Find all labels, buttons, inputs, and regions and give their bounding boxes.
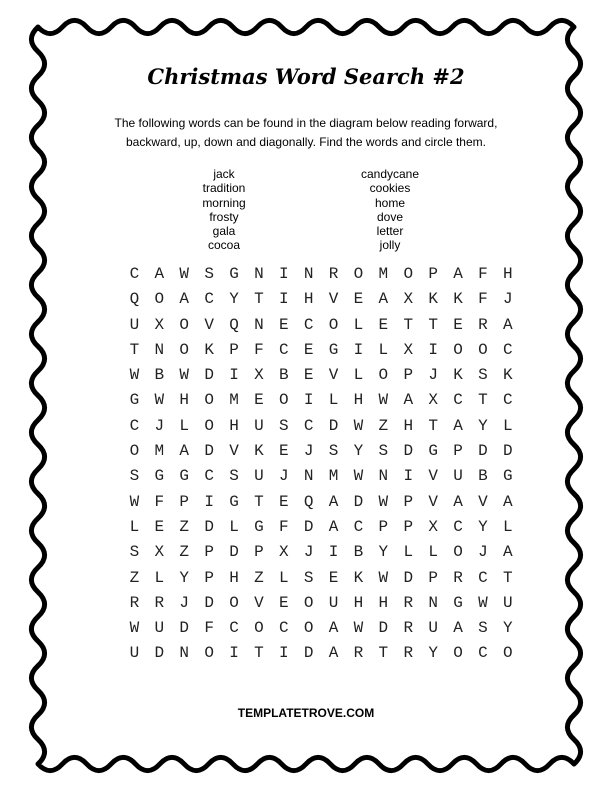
grid-letter: W xyxy=(478,593,488,612)
grid-letter: R xyxy=(154,593,165,612)
grid-letter: Y xyxy=(353,442,364,461)
word-item: jolly xyxy=(379,238,401,253)
grid-letter: P xyxy=(378,517,389,536)
grid-letter: N xyxy=(303,265,314,283)
grid-letter: O xyxy=(129,442,140,461)
grid-letter: P xyxy=(428,265,438,283)
grid-letter: K xyxy=(428,290,438,309)
grid-letter: O xyxy=(453,543,463,562)
grid-letter: S xyxy=(378,442,389,461)
grid-letter: J xyxy=(503,290,513,309)
grid-letter: C xyxy=(278,619,289,638)
grid-letter: T xyxy=(503,568,513,587)
grid-letter: J xyxy=(428,366,438,385)
grid-letter: I xyxy=(278,265,289,283)
grid-letter: G xyxy=(453,593,463,612)
grid-letter: P xyxy=(403,366,414,385)
word-item: gala xyxy=(212,224,236,239)
grid-letter: R xyxy=(403,619,414,638)
grid-letter: W xyxy=(353,416,364,435)
page-title: Christmas Word Search #2 xyxy=(147,64,465,89)
grid-letter: N xyxy=(179,644,190,663)
grid-letter: D xyxy=(328,416,339,435)
grid-letter: S xyxy=(478,366,488,385)
grid-letter: A xyxy=(503,492,513,511)
grid-letter: O xyxy=(453,644,463,663)
grid-letter: S xyxy=(204,265,214,283)
instructions-text: The following words can be found in the diagram below reading forward, backward, up, down and diagonally. Find the words and circle them. xyxy=(114,116,498,149)
grid-letter: A xyxy=(154,265,165,283)
grid-letter: X xyxy=(403,340,414,359)
grid-letter: D xyxy=(353,492,364,511)
grid-letter: U xyxy=(129,315,140,334)
grid-letter: O xyxy=(378,366,389,385)
grid-letter: Q xyxy=(229,315,239,334)
grid-letter: I xyxy=(229,366,239,385)
grid-letter: Z xyxy=(129,568,140,587)
grid-letter: W xyxy=(129,619,140,638)
grid-letter: L xyxy=(403,543,414,562)
grid-letter: P xyxy=(204,568,214,587)
word-item: letter xyxy=(376,224,404,239)
grid-letter: G xyxy=(179,467,190,486)
grid-letter: V xyxy=(428,467,438,486)
grid-letter: I xyxy=(229,644,239,663)
grid-letter: X xyxy=(428,517,438,536)
grid-letter: R xyxy=(403,644,414,663)
grid-letter: T xyxy=(378,644,389,663)
grid-letter: N xyxy=(154,340,165,359)
word-item: frosty xyxy=(209,209,239,224)
grid-letter: E xyxy=(278,315,289,334)
grid-letter: U xyxy=(503,593,513,612)
grid-letter: O xyxy=(303,593,314,612)
grid-letter: C xyxy=(129,416,140,435)
grid-letter: D xyxy=(204,517,214,536)
grid-letter: C xyxy=(453,517,463,536)
grid-letter: I xyxy=(278,290,289,309)
grid-letter: K xyxy=(353,568,364,587)
grid-letter: E xyxy=(254,391,264,410)
grid-letter: T xyxy=(254,644,264,663)
grid-letter: C xyxy=(129,265,140,283)
grid-letter: W xyxy=(353,467,364,486)
grid-letter: H xyxy=(229,416,239,435)
grid-letter: D xyxy=(378,619,389,638)
grid-letter: W xyxy=(179,366,190,385)
grid-letter: I xyxy=(428,340,438,359)
grid-letter: Y xyxy=(179,568,190,587)
grid-letter: Y xyxy=(229,290,239,309)
grid-letter: S xyxy=(129,543,140,562)
grid-letter: X xyxy=(403,290,414,309)
grid-letter: D xyxy=(303,517,314,536)
grid-letter: O xyxy=(204,391,214,410)
grid-letter: B xyxy=(353,543,364,562)
grid-letter: O xyxy=(353,265,364,283)
grid-letter: F xyxy=(478,265,488,283)
grid-letter: E xyxy=(328,568,339,587)
grid-letter: O xyxy=(278,391,289,410)
grid-letter: Q xyxy=(129,290,140,309)
grid-letter: A xyxy=(403,391,414,410)
grid-letter: C xyxy=(503,391,513,410)
grid-letter: X xyxy=(254,366,264,385)
grid-letter: B xyxy=(154,366,165,385)
word-item: morning xyxy=(202,195,246,210)
grid-letter: A xyxy=(179,290,190,309)
grid-letter: D xyxy=(154,644,165,663)
grid-letter: A xyxy=(378,290,389,309)
grid-letter: U xyxy=(328,593,339,612)
grid-letter: I xyxy=(328,543,339,562)
grid-letter: D xyxy=(179,619,190,638)
grid-letter: X xyxy=(428,391,438,410)
grid-letter: R xyxy=(453,568,463,587)
grid-letter: L xyxy=(353,366,364,385)
grid-letter: V xyxy=(328,290,339,309)
grid-letter: J xyxy=(478,543,488,562)
grid-letter: P xyxy=(254,543,264,562)
word-item: cocoa xyxy=(207,238,241,253)
grid-letter: M xyxy=(378,265,389,283)
grid-letter: H xyxy=(403,416,414,435)
grid-letter: A xyxy=(453,492,463,511)
grid-letter: I xyxy=(278,644,289,663)
grid-letter: C xyxy=(278,340,289,359)
grid-letter: F xyxy=(204,619,214,638)
grid-letter: U xyxy=(453,467,463,486)
grid-letter: W xyxy=(129,492,140,511)
grid-letter: C xyxy=(478,644,488,663)
grid-letter: L xyxy=(179,416,190,435)
grid-letter: O xyxy=(328,315,339,334)
grid-letter: T xyxy=(254,492,264,511)
grid-letter: A xyxy=(328,492,339,511)
grid-letter: S xyxy=(303,568,314,587)
letter-grid xyxy=(122,262,520,667)
word-item: dove xyxy=(376,209,404,224)
grid-letter: L xyxy=(278,568,289,587)
grid-letter: V xyxy=(478,492,488,511)
grid-letter: A xyxy=(453,265,463,283)
grid-letter: C xyxy=(353,517,364,536)
grid-letter: M xyxy=(229,391,239,410)
grid-letter: O xyxy=(229,593,239,612)
grid-letter: V xyxy=(254,593,264,612)
grid-letter: T xyxy=(428,315,438,334)
grid-letter: L xyxy=(229,517,239,536)
grid-letter: G xyxy=(254,517,264,536)
grid-letter: C xyxy=(204,467,214,486)
grid-letter: J xyxy=(303,543,314,562)
grid-letter: A xyxy=(179,442,190,461)
grid-letter: W xyxy=(353,619,364,638)
grid-letter: A xyxy=(503,543,513,562)
grid-letter: P xyxy=(428,568,438,587)
grid-letter: S xyxy=(328,442,339,461)
grid-letter: T xyxy=(428,416,438,435)
grid-letter: U xyxy=(254,467,264,486)
grid-letter: S xyxy=(478,619,488,638)
grid-letter: Q xyxy=(303,492,314,511)
grid-letter: O xyxy=(154,290,165,309)
grid-letter: O xyxy=(254,619,264,638)
grid-letter: R xyxy=(129,593,140,612)
grid-letter: P xyxy=(179,492,190,511)
grid-letter: A xyxy=(328,644,339,663)
grid-letter: L xyxy=(503,416,513,435)
grid-letter: P xyxy=(403,492,414,511)
grid-letter: L xyxy=(154,568,165,587)
grid-letter: H xyxy=(353,593,364,612)
grid-letter: D xyxy=(503,442,513,461)
grid-letter: D xyxy=(229,543,239,562)
grid-letter: C xyxy=(303,315,314,334)
word-item: cookies xyxy=(369,181,411,196)
grid-letter: G xyxy=(129,391,140,410)
grid-letter: E xyxy=(303,366,314,385)
grid-letter: D xyxy=(204,593,214,612)
grid-letter: O xyxy=(303,619,314,638)
grid-letter: O xyxy=(403,265,414,283)
word-list-right xyxy=(330,167,450,253)
grid-letter: M xyxy=(328,467,339,486)
grid-letter: X xyxy=(154,543,165,562)
grid-letter: W xyxy=(378,391,389,410)
grid-letter: D xyxy=(204,442,214,461)
grid-letter: I xyxy=(403,467,414,486)
grid-letter: L xyxy=(378,340,389,359)
grid-letter: A xyxy=(328,619,339,638)
word-item: candycane xyxy=(360,167,420,181)
grid-letter: Z xyxy=(179,517,190,536)
grid-letter: G xyxy=(328,340,339,359)
footer-site: TEMPLATETROVE.COM xyxy=(237,706,375,720)
grid-letter: N xyxy=(428,593,438,612)
grid-letter: O xyxy=(179,315,190,334)
grid-letter: S xyxy=(229,467,239,486)
grid-letter: O xyxy=(453,340,463,359)
grid-letter: L xyxy=(328,391,339,410)
grid-letter: C xyxy=(229,619,239,638)
grid-letter: N xyxy=(378,467,389,486)
grid-letter: P xyxy=(204,543,214,562)
grid-letter: K xyxy=(503,366,513,385)
grid-letter: J xyxy=(154,416,165,435)
grid-letter: N xyxy=(303,467,314,486)
grid-letter: N xyxy=(254,265,264,283)
grid-letter: L xyxy=(428,543,438,562)
grid-letter: U xyxy=(428,619,438,638)
grid-letter: I xyxy=(353,340,364,359)
grid-letter: U xyxy=(129,644,140,663)
grid-letter: H xyxy=(229,568,239,587)
grid-letter: G xyxy=(154,467,165,486)
grid-letter: G xyxy=(229,492,239,511)
grid-letter: A xyxy=(503,315,513,334)
grid-letter: Z xyxy=(179,543,190,562)
grid-letter: C xyxy=(453,391,463,410)
grid-letter: K xyxy=(453,290,463,309)
grid-letter: W xyxy=(154,391,165,410)
grid-letter: P xyxy=(403,517,414,536)
grid-letter: P xyxy=(453,442,463,461)
grid-letter: A xyxy=(453,619,463,638)
grid-letter: B xyxy=(278,366,289,385)
grid-letter: E xyxy=(278,492,289,511)
grid-letter: F xyxy=(154,492,165,511)
grid-letter: W xyxy=(129,366,140,385)
grid-letter: F xyxy=(278,517,289,536)
grid-letter: D xyxy=(478,442,488,461)
word-item: home xyxy=(374,195,406,210)
grid-letter: Z xyxy=(254,568,264,587)
grid-letter: T xyxy=(129,340,140,359)
grid-letter: G xyxy=(428,442,438,461)
grid-letter: J xyxy=(278,467,289,486)
grid-letter: A xyxy=(328,517,339,536)
grid-letter: C xyxy=(478,568,488,587)
grid-letter: L xyxy=(353,315,364,334)
grid-letter: E xyxy=(278,442,289,461)
grid-letter: S xyxy=(129,467,140,486)
grid-letter: O xyxy=(478,340,488,359)
grid-letter: C xyxy=(204,290,214,309)
grid-letter: N xyxy=(254,315,264,334)
grid-letter: E xyxy=(278,593,289,612)
grid-letter: V xyxy=(328,366,339,385)
grid-letter: T xyxy=(403,315,414,334)
grid-letter: H xyxy=(378,593,389,612)
grid-letter: V xyxy=(428,492,438,511)
word-item: jack xyxy=(213,167,235,181)
grid-letter: R xyxy=(328,265,339,283)
grid-letter: D xyxy=(303,644,314,663)
grid-letter: G xyxy=(503,467,513,486)
grid-letter: K xyxy=(204,340,214,359)
grid-letter: G xyxy=(229,265,239,283)
grid-letter: O xyxy=(204,644,214,663)
grid-letter: X xyxy=(154,315,165,334)
grid-letter: H xyxy=(353,391,364,410)
word-list-left xyxy=(164,167,284,253)
grid-letter: P xyxy=(229,340,239,359)
grid-letter: W xyxy=(378,492,389,511)
grid-letter: C xyxy=(503,340,513,359)
grid-letter: B xyxy=(478,467,488,486)
grid-letter: R xyxy=(478,315,488,334)
grid-letter: D xyxy=(204,366,214,385)
grid-letter: Y xyxy=(503,619,513,638)
grid-letter: V xyxy=(229,442,239,461)
grid-letter: H xyxy=(179,391,190,410)
grid-letter: R xyxy=(403,593,414,612)
grid-letter: O xyxy=(204,416,214,435)
grid-letter: E xyxy=(154,517,165,536)
grid-letter: X xyxy=(278,543,289,562)
grid-letter: H xyxy=(303,290,314,309)
grid-letter: W xyxy=(378,568,389,587)
grid-letter: W xyxy=(179,265,190,283)
grid-letter: J xyxy=(303,442,314,461)
grid-letter: C xyxy=(303,416,314,435)
grid-letter: Y xyxy=(478,416,488,435)
grid-letter: Z xyxy=(378,416,389,435)
grid-letter: T xyxy=(478,391,488,410)
grid-letter: E xyxy=(453,315,463,334)
grid-letter: I xyxy=(303,391,314,410)
grid-letter: Y xyxy=(378,543,389,562)
grid-letter: U xyxy=(254,416,264,435)
grid-letter: E xyxy=(303,340,314,359)
grid-letter: K xyxy=(254,442,264,461)
grid-letter: F xyxy=(254,340,264,359)
grid-letter: O xyxy=(179,340,190,359)
grid-letter: M xyxy=(154,442,165,461)
grid-letter: U xyxy=(154,619,165,638)
grid-letter: L xyxy=(129,517,140,536)
grid-letter: K xyxy=(453,366,463,385)
grid-letter: D xyxy=(403,442,414,461)
grid-letter: J xyxy=(179,593,190,612)
grid-letter: E xyxy=(378,315,389,334)
grid-letter: S xyxy=(278,416,289,435)
grid-letter: Y xyxy=(428,644,438,663)
word-item: tradition xyxy=(202,181,246,196)
grid-letter: H xyxy=(503,265,513,283)
grid-letter: R xyxy=(353,644,364,663)
grid-letter: D xyxy=(403,568,414,587)
grid-letter: F xyxy=(478,290,488,309)
grid-letter: T xyxy=(254,290,264,309)
grid-letter: O xyxy=(503,644,513,663)
grid-letter: L xyxy=(503,517,513,536)
grid-letter: E xyxy=(353,290,364,309)
grid-letter: Y xyxy=(478,517,488,536)
grid-letter: V xyxy=(204,315,214,334)
grid-letter: A xyxy=(453,416,463,435)
grid-letter: I xyxy=(204,492,214,511)
